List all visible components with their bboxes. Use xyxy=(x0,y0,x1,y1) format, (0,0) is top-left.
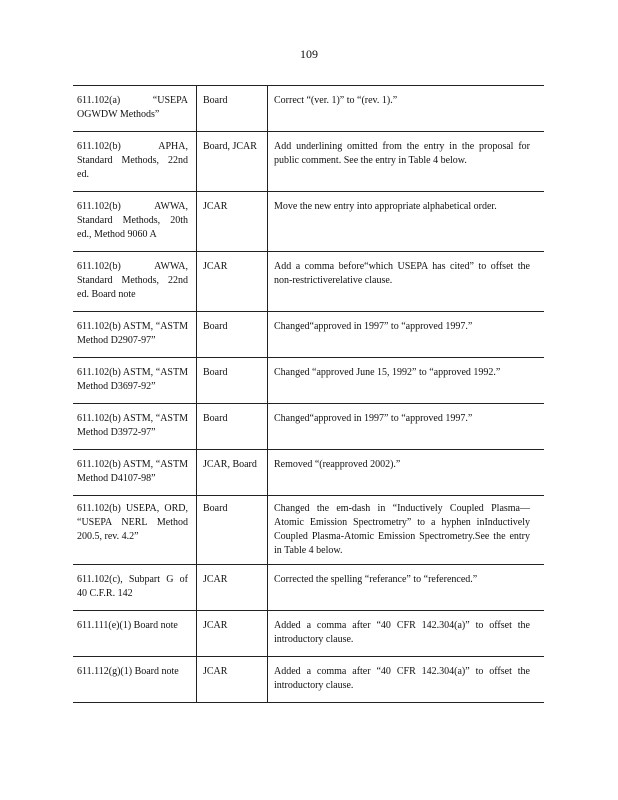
source-cell: JCAR xyxy=(197,611,268,657)
revision-cell: Add underlining omitted from the entry in the proposal for public comment. See the entry in Table 4 below. xyxy=(268,132,545,192)
revision-cell: Corrected the spelling “referance” to “referenced.” xyxy=(268,565,545,611)
table-row xyxy=(73,132,544,192)
source-cell: JCAR xyxy=(197,192,268,252)
section-cell: 611.102(b) ASTM, “ASTM Method D2907-97” xyxy=(73,312,197,358)
table-row xyxy=(73,450,544,496)
source-cell: Board xyxy=(197,312,268,358)
revision-cell: Changed“approved in 1997” to “approved 1997.” xyxy=(268,404,545,450)
table-row xyxy=(73,565,544,611)
page-number: 109 xyxy=(300,47,318,61)
table-row xyxy=(73,496,544,565)
table-row xyxy=(73,657,544,703)
source-cell: JCAR, Board xyxy=(197,450,268,496)
table-row xyxy=(73,312,544,358)
source-cell: JCAR xyxy=(197,565,268,611)
source-cell: Board, JCAR xyxy=(197,132,268,192)
section-cell: 611.102(a) “USEPA OGWDW Methods” xyxy=(73,86,197,132)
table-row xyxy=(73,404,544,450)
table-row xyxy=(73,358,544,404)
revision-cell: Correct “(ver. 1)” to “(rev. 1).” xyxy=(268,86,545,132)
revision-cell: Changed“approved in 1997” to “approved 1997.” xyxy=(268,312,545,358)
source-cell: Board xyxy=(197,404,268,450)
section-cell: 611.102(b) ASTM, “ASTM Method D4107-98” xyxy=(73,450,197,496)
section-cell: 611.112(g)(1) Board note xyxy=(73,657,197,703)
source-cell: JCAR xyxy=(197,252,268,312)
source-cell: Board xyxy=(197,496,268,565)
revision-cell: Added a comma after “40 CFR 142.304(a)” to offset the introductory clause. xyxy=(268,657,545,703)
revision-cell: Removed “(reapproved 2002).” xyxy=(268,450,545,496)
revision-cell: Add a comma before“which USEPA has cited” to offset the non-restrictiverelative clause. xyxy=(268,252,545,312)
table-row xyxy=(73,252,544,312)
revision-cell: Changed “approved June 15, 1992” to “approved 1992.” xyxy=(268,358,545,404)
section-cell: 611.102(b) ASTM, “ASTM Method D3972-97” xyxy=(73,404,197,450)
section-cell: 611.102(b) USEPA, ORD, “USEPA NERL Method 200.5, rev. 4.2” xyxy=(73,496,197,565)
section-cell: 611.102(c), Subpart G of 40 C.F.R. 142 xyxy=(73,565,197,611)
table-row xyxy=(73,611,544,657)
section-cell: 611.111(e)(1) Board note xyxy=(73,611,197,657)
revisions-table xyxy=(73,85,544,703)
source-cell: Board xyxy=(197,358,268,404)
revision-cell: Added a comma after “40 CFR 142.304(a)” to offset the introductory clause. xyxy=(268,611,545,657)
revision-cell: Changed the em-dash in “Inductively Coupled Plasma—Atomic Emission Spectrometry” to a hyphen inInductively Coupled Plasma-Atomic Emission Spectrometry.See the entry in Table 4 below. xyxy=(268,496,545,565)
source-cell: Board xyxy=(197,86,268,132)
revision-cell: Move the new entry into appropriate alphabetical order. xyxy=(268,192,545,252)
section-cell: 611.102(b) AWWA, Standard Methods, 20th ed., Method 9060 A xyxy=(73,192,197,252)
section-cell: 611.102(b) APHA, Standard Methods, 22nd ed. xyxy=(73,132,197,192)
table-row xyxy=(73,192,544,252)
section-cell: 611.102(b) AWWA, Standard Methods, 22nd ed. Board note xyxy=(73,252,197,312)
section-cell: 611.102(b) ASTM, “ASTM Method D3697-92” xyxy=(73,358,197,404)
source-cell: JCAR xyxy=(197,657,268,703)
table-row xyxy=(73,86,544,132)
